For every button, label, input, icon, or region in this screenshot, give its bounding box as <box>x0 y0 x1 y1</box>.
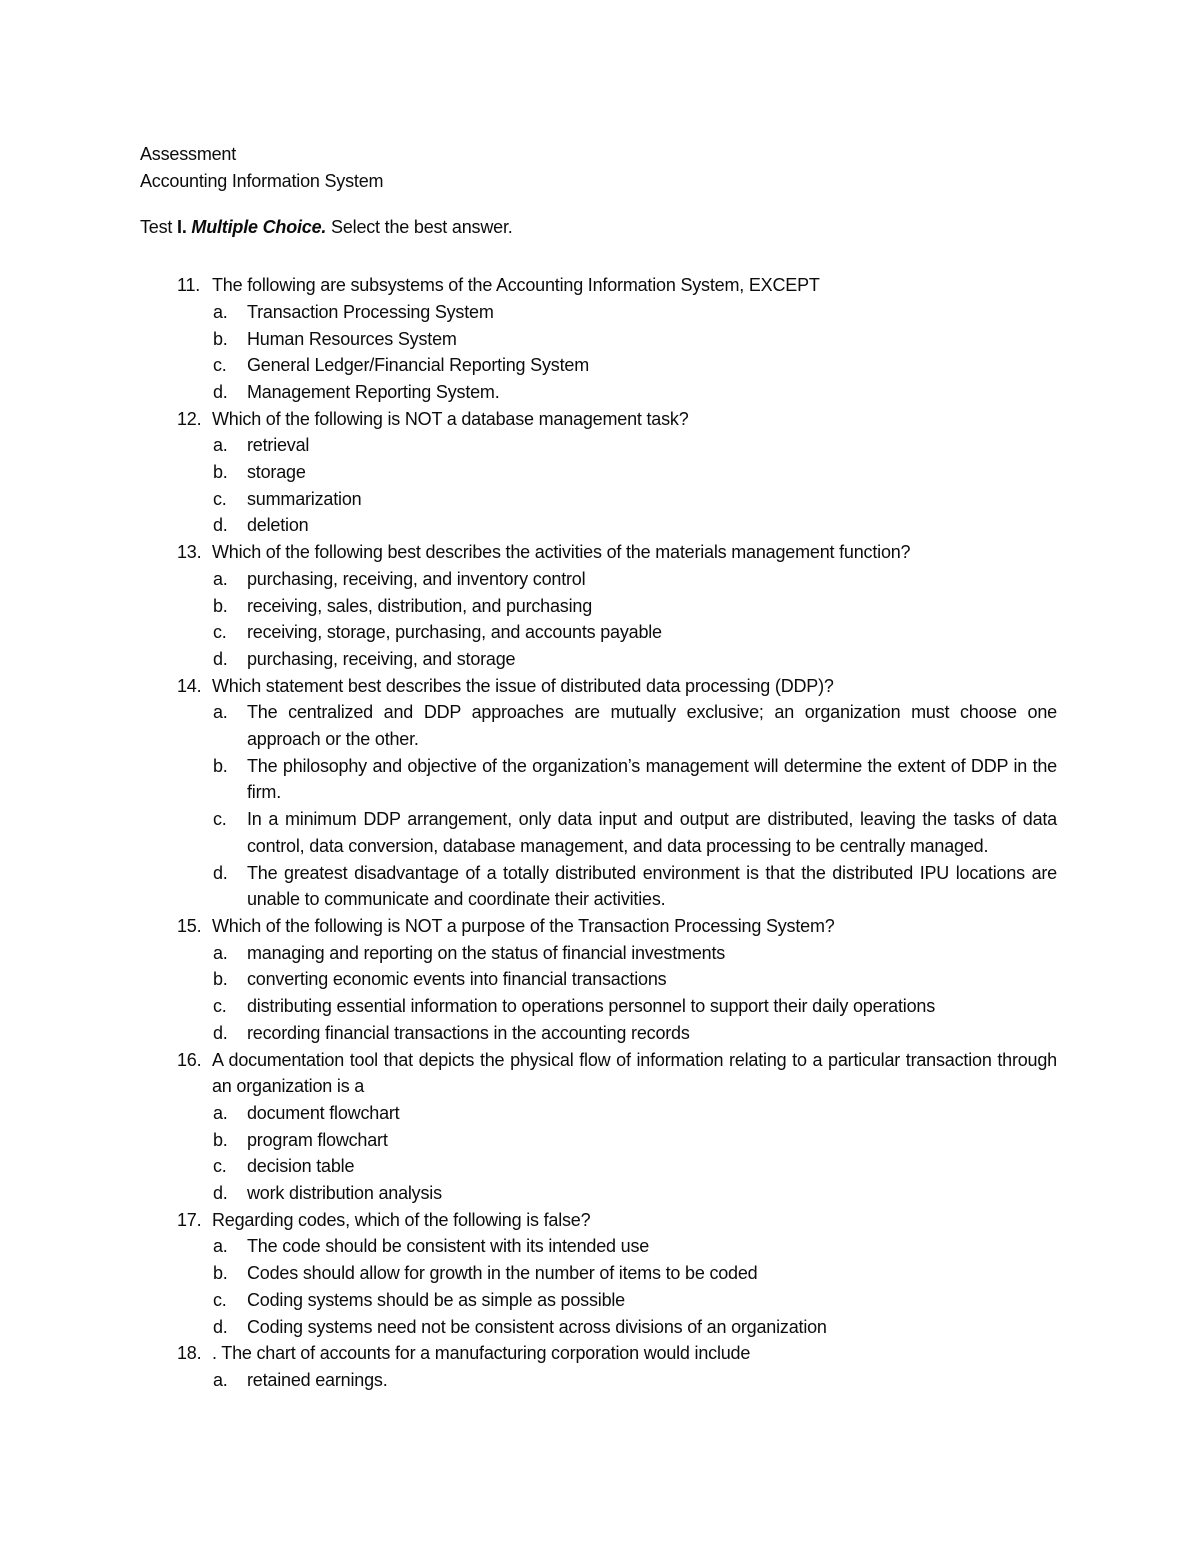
question-number: 18. <box>177 1343 202 1364</box>
question-number: 14. <box>177 675 202 696</box>
option-text: retained earnings. <box>247 1369 388 1390</box>
option-text: The philosophy and objective of the organization’s management will determine the extent of DDP in the firm. <box>247 755 1057 803</box>
option-item <box>213 1367 1057 1394</box>
option-text: The greatest disadvantage of a totally distributed environment is that the distributed IPU locations are unable to communicate and coordinate their activities. <box>247 862 1057 910</box>
option-text: converting economic events into financial transactions <box>247 969 667 990</box>
question-stem: Regarding codes, which of the following is false? <box>212 1209 591 1230</box>
option-letter: a. <box>213 1236 228 1257</box>
option-letter: b. <box>213 755 228 776</box>
option-letter: d. <box>213 1022 228 1043</box>
option-letter: a. <box>213 1102 228 1123</box>
option-item <box>213 1287 1057 1314</box>
question-stem: Which statement best describes the issue of distributed data processing (DDP)? <box>212 675 834 696</box>
question-item <box>140 1047 1057 1207</box>
option-letter: c. <box>213 355 227 376</box>
option-letter: a. <box>213 301 228 322</box>
questions-list <box>140 272 1057 1394</box>
question-item <box>140 913 1057 1047</box>
option-item <box>213 326 1057 353</box>
option-text: distributing essential information to operations personnel to support their daily operations <box>247 996 936 1017</box>
option-item <box>213 593 1057 620</box>
options-list <box>213 432 1057 539</box>
test-type-label: Multiple Choice. <box>191 217 332 238</box>
options-list <box>213 299 1057 406</box>
question-number: 16. <box>177 1049 202 1070</box>
question-stem: A documentation tool that depicts the physical flow of information relating to a particular transaction through an organization is a <box>212 1049 1057 1097</box>
option-text: Codes should allow for growth in the number of items to be coded <box>247 1263 758 1284</box>
option-letter: c. <box>213 809 227 830</box>
question-item <box>140 1340 1057 1393</box>
option-text: summarization <box>247 488 362 509</box>
option-item <box>213 1100 1057 1127</box>
question-stem: . The chart of accounts for a manufacturing corporation would include <box>212 1343 751 1364</box>
option-item <box>213 1233 1057 1260</box>
option-item <box>213 1153 1057 1180</box>
option-letter: d. <box>213 1316 228 1337</box>
option-text: Coding systems should be as simple as possible <box>247 1289 625 1310</box>
question-row <box>140 1047 1057 1100</box>
option-letter: a. <box>213 942 228 963</box>
option-text: Human Resources System <box>247 328 457 349</box>
question-stem: Which of the following is NOT a purpose of the Transaction Processing System? <box>212 915 835 936</box>
option-item <box>213 940 1057 967</box>
option-text: Coding systems need not be consistent across divisions of an organization <box>247 1316 827 1337</box>
option-text: document flowchart <box>247 1102 400 1123</box>
option-item <box>213 459 1057 486</box>
option-text: The code should be consistent with its intended use <box>247 1236 650 1257</box>
question-number: 13. <box>177 542 202 563</box>
options-list <box>213 566 1057 673</box>
document-subtitle: Accounting Information System <box>140 170 384 191</box>
option-text: receiving, storage, purchasing, and accounts payable <box>247 622 662 643</box>
question-stem: Which of the following is NOT a database management task? <box>212 408 689 429</box>
option-item <box>213 806 1057 859</box>
question-item <box>140 673 1057 913</box>
option-letter: b. <box>213 1129 228 1150</box>
option-letter: a. <box>213 435 228 456</box>
option-text: General Ledger/Financial Reporting System <box>247 355 589 376</box>
option-item <box>213 1127 1057 1154</box>
option-text: purchasing, receiving, and inventory control <box>247 568 586 589</box>
option-text: purchasing, receiving, and storage <box>247 648 516 669</box>
question-row <box>140 673 1057 700</box>
option-item <box>213 1260 1057 1287</box>
option-text: deletion <box>247 515 309 536</box>
option-text: retrieval <box>247 435 310 456</box>
question-number: 11. <box>177 275 201 296</box>
test-label: Test <box>140 217 178 238</box>
option-letter: b. <box>213 1263 228 1284</box>
option-item <box>213 619 1057 646</box>
question-row <box>140 539 1057 566</box>
question-row <box>140 406 1057 433</box>
option-letter: d. <box>213 1183 228 1204</box>
option-item <box>213 486 1057 513</box>
option-text: The centralized and DDP approaches are mutually exclusive; an organization must choose one approach or the other. <box>247 702 1057 750</box>
option-letter: d. <box>213 648 228 669</box>
option-letter: c. <box>213 622 227 643</box>
option-item <box>213 753 1057 806</box>
option-item <box>213 699 1057 752</box>
option-letter: c. <box>213 488 227 509</box>
question-item <box>140 539 1057 673</box>
option-letter: a. <box>213 1369 228 1390</box>
question-item <box>140 272 1057 406</box>
option-item <box>213 566 1057 593</box>
question-item <box>140 406 1057 540</box>
options-list <box>213 940 1057 1047</box>
question-row <box>140 913 1057 940</box>
question-number: 17. <box>177 1209 202 1230</box>
question-stem: Which of the following best describes the activities of the materials management function? <box>212 542 911 563</box>
option-letter: d. <box>213 515 228 536</box>
option-item <box>213 432 1057 459</box>
option-letter: d. <box>213 862 228 883</box>
option-text: managing and reporting on the status of financial investments <box>247 942 726 963</box>
option-item <box>213 860 1057 913</box>
question-number: 12. <box>177 408 202 429</box>
test-instruction: Select the best answer. <box>331 217 513 238</box>
question-row <box>140 1340 1057 1367</box>
option-item <box>213 1020 1057 1047</box>
options-list <box>213 1100 1057 1207</box>
option-item <box>213 299 1057 326</box>
question-row <box>140 272 1057 299</box>
option-letter: b. <box>213 969 228 990</box>
document-title: Assessment <box>140 144 237 164</box>
option-letter: c. <box>213 1156 227 1177</box>
option-text: storage <box>247 462 306 483</box>
option-letter: d. <box>213 381 228 402</box>
option-letter: b. <box>213 462 228 483</box>
option-letter: c. <box>213 996 227 1017</box>
option-item <box>213 1314 1057 1341</box>
question-stem: The following are subsystems of the Accounting Information System, EXCEPT <box>212 275 820 296</box>
option-item <box>213 966 1057 993</box>
options-list <box>213 1367 1057 1394</box>
document-header <box>140 141 1057 194</box>
option-item <box>213 379 1057 406</box>
question-number: 15. <box>177 915 202 936</box>
option-item <box>213 352 1057 379</box>
option-item <box>213 1180 1057 1207</box>
test-number: I. <box>177 217 192 238</box>
option-letter: b. <box>213 328 228 349</box>
question-row <box>140 1207 1057 1234</box>
option-text: Transaction Processing System <box>247 301 494 322</box>
option-letter: a. <box>213 702 228 723</box>
option-text: Management Reporting System. <box>247 381 500 402</box>
option-letter: c. <box>213 1289 227 1310</box>
option-text: decision table <box>247 1156 355 1177</box>
options-list <box>213 699 1057 913</box>
option-item <box>213 993 1057 1020</box>
option-text: program flowchart <box>247 1129 388 1150</box>
option-letter: b. <box>213 595 228 616</box>
option-text: work distribution analysis <box>247 1183 442 1204</box>
option-item <box>213 646 1057 673</box>
question-item <box>140 1207 1057 1341</box>
option-text: receiving, sales, distribution, and purchasing <box>247 595 592 616</box>
option-text: recording financial transactions in the accounting records <box>247 1022 690 1043</box>
test-heading <box>140 214 1057 241</box>
option-item <box>213 512 1057 539</box>
options-list <box>213 1233 1057 1340</box>
option-text: In a minimum DDP arrangement, only data input and output are distributed, leaving the tasks of data control, data conversion, database management, and data processing to be centrally managed. <box>247 809 1057 856</box>
option-letter: a. <box>213 568 228 589</box>
